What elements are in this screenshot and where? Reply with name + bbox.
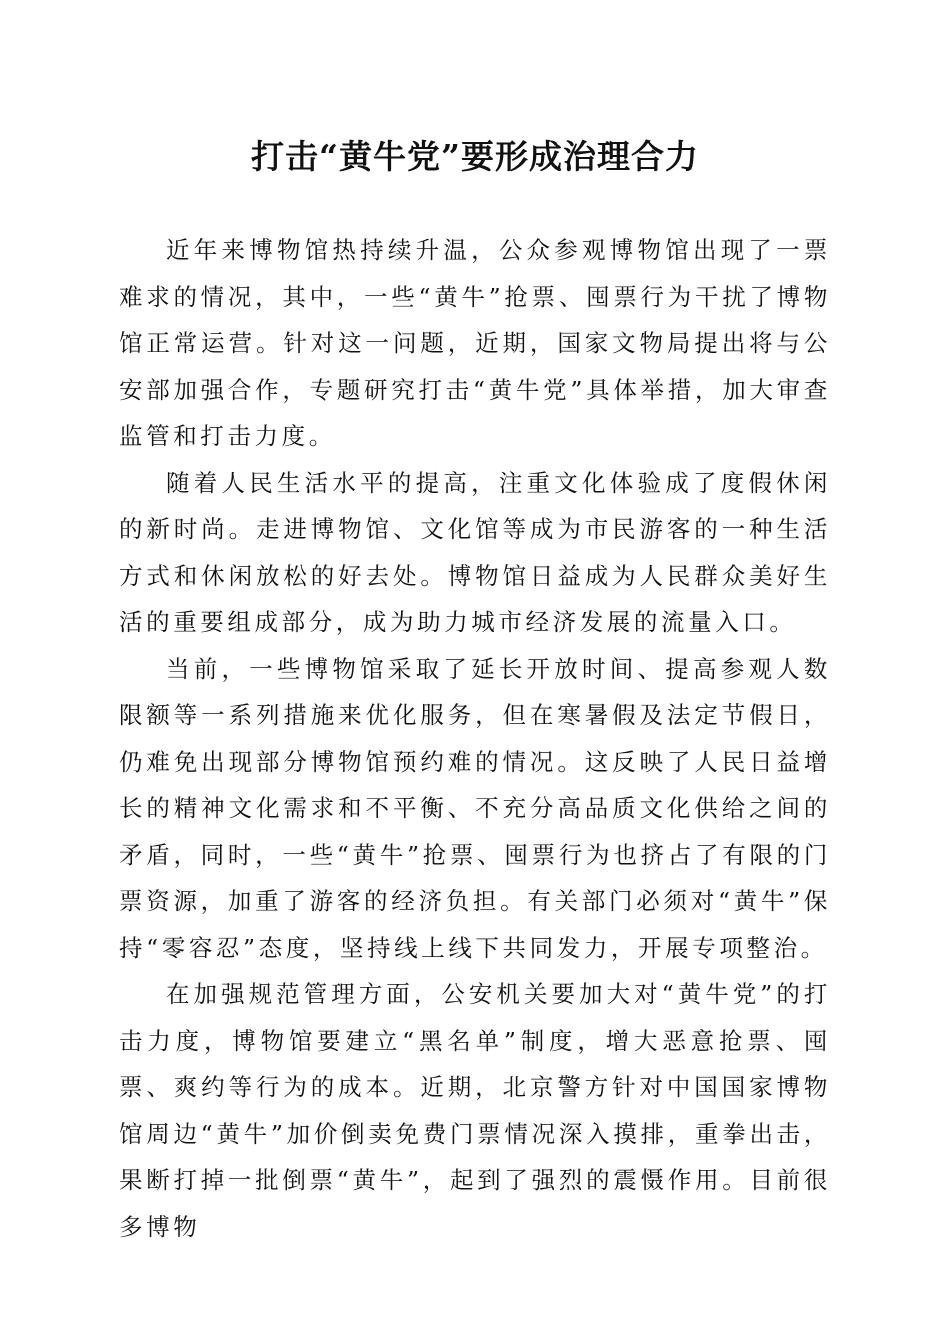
paragraph: 近年来博物馆热持续升温，公众参观博物馆出现了一票难求的情况，其中，一些“黄牛”抢票、囤票行为干扰了博物馆正常运营。针对这一问题，近期，国家文物局提出将与公安部加强合作，专题研究打击“黄牛党”具体举措，加大审查监管和打击力度。 [119,236,831,450]
paragraph: 当前，一些博物馆采取了延长开放时间、提高参观人数限额等一系列措施来优化服务，但在寒暑假及法定节假日，仍难免出现部分博物馆预约难的情况。这反映了人民日益增长的精神文化需求和不平衡、不充分高品质文化供给之间的矛盾，同时，一些“黄牛”抢票、囤票行为也挤占了有限的门票资源，加重了游客的经济负担。有关部门必须对“黄牛”保持“零容忍”态度，坚持线上线下共同发力，开展专项整治。 [119,654,831,962]
paragraph: 随着人民生活水平的提高，注重文化体验成了度假休闲的新时尚。走进博物馆、文化馆等成为市民游客的一种生活方式和休闲放松的好去处。博物馆日益成为人民群众美好生活的重要组成部分，成为助力城市经济发展的流量入口。 [119,468,831,636]
document-body [119,227,831,1250]
document-title: 打击“黄牛党”要形成治理合力 [251,137,699,176]
paragraph: 在加强规范管理方面，公安机关要加大对“黄牛党”的打击力度，博物馆要建立“黑名单”制度，增大恶意抢票、囤票、爽约等行为的成本。近期，北京警方针对中国国家博物馆周边“黄牛”加价倒卖免费门票情况深入摸排，重拳出击，果断打掉一批倒票“黄牛”，起到了强烈的震慑作用。目前很多博物 [119,980,831,1241]
